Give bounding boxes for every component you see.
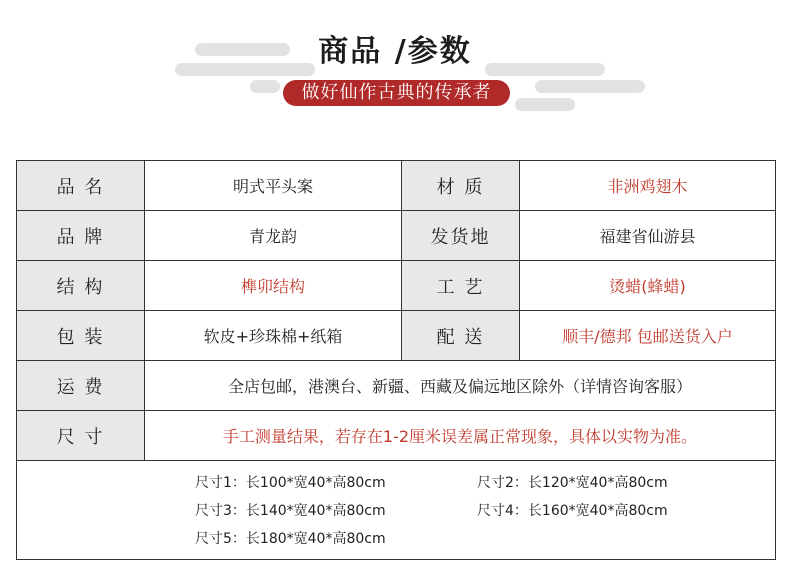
value-ship-from: 福建省仙游县 <box>599 227 696 246</box>
spec-row-brand <box>17 211 775 261</box>
size-option-1: 尺寸1：长100*宽40*高80cm <box>195 475 386 491</box>
label-product-name: 品 名 <box>17 161 145 210</box>
subtitle-badge: 做好仙作古典的传承者 <box>283 80 510 106</box>
decorative-cloud-bar <box>515 98 575 111</box>
spec-row-packaging <box>17 311 775 361</box>
value-material: 非洲鸡翅木 <box>607 177 688 196</box>
label-size: 尺 寸 <box>17 411 145 460</box>
size-list <box>17 461 775 559</box>
spec-row-structure <box>17 261 775 311</box>
spec-row-name <box>17 161 775 211</box>
decorative-cloud-bar <box>250 80 280 93</box>
value-delivery: 顺丰/德邦 包邮送货入户 <box>562 327 733 346</box>
label-ship-from: 发货地 <box>402 211 520 260</box>
size-option-2: 尺寸2：长120*宽40*高80cm <box>477 475 668 491</box>
page-title: 商品 /参数 <box>318 34 472 69</box>
decorative-cloud-bar <box>535 80 645 93</box>
size-option-3: 尺寸3：长140*宽40*高80cm <box>195 503 386 519</box>
label-structure: 结 构 <box>17 261 145 310</box>
label-packaging: 包 装 <box>17 311 145 360</box>
label-delivery: 配 送 <box>402 311 520 360</box>
value-size-note: 手工测量结果，若存在1-2厘米误差属正常现象，具体以实物为准。 <box>222 427 698 446</box>
size-option-4: 尺寸4：长160*宽40*高80cm <box>477 503 668 519</box>
value-product-name: 明式平头案 <box>145 161 402 210</box>
spec-row-shipping <box>17 361 775 411</box>
size-option-5: 尺寸5：长180*宽40*高80cm <box>195 531 386 547</box>
value-shipping: 全店包邮，港澳台、新疆、西藏及偏远地区除外（详情咨询客服） <box>227 377 692 396</box>
label-material: 材 质 <box>402 161 520 210</box>
label-shipping: 运 费 <box>17 361 145 410</box>
label-craft: 工 艺 <box>402 261 520 310</box>
value-craft: 烫蜡(蜂蜡) <box>609 277 686 296</box>
value-brand: 青龙韵 <box>145 211 402 260</box>
value-packaging: 软皮+珍珠棉+纸箱 <box>145 311 402 360</box>
spec-table <box>16 160 776 560</box>
spec-row-size-note <box>17 411 775 461</box>
value-structure: 榫卯结构 <box>145 261 402 310</box>
label-brand: 品 牌 <box>17 211 145 260</box>
